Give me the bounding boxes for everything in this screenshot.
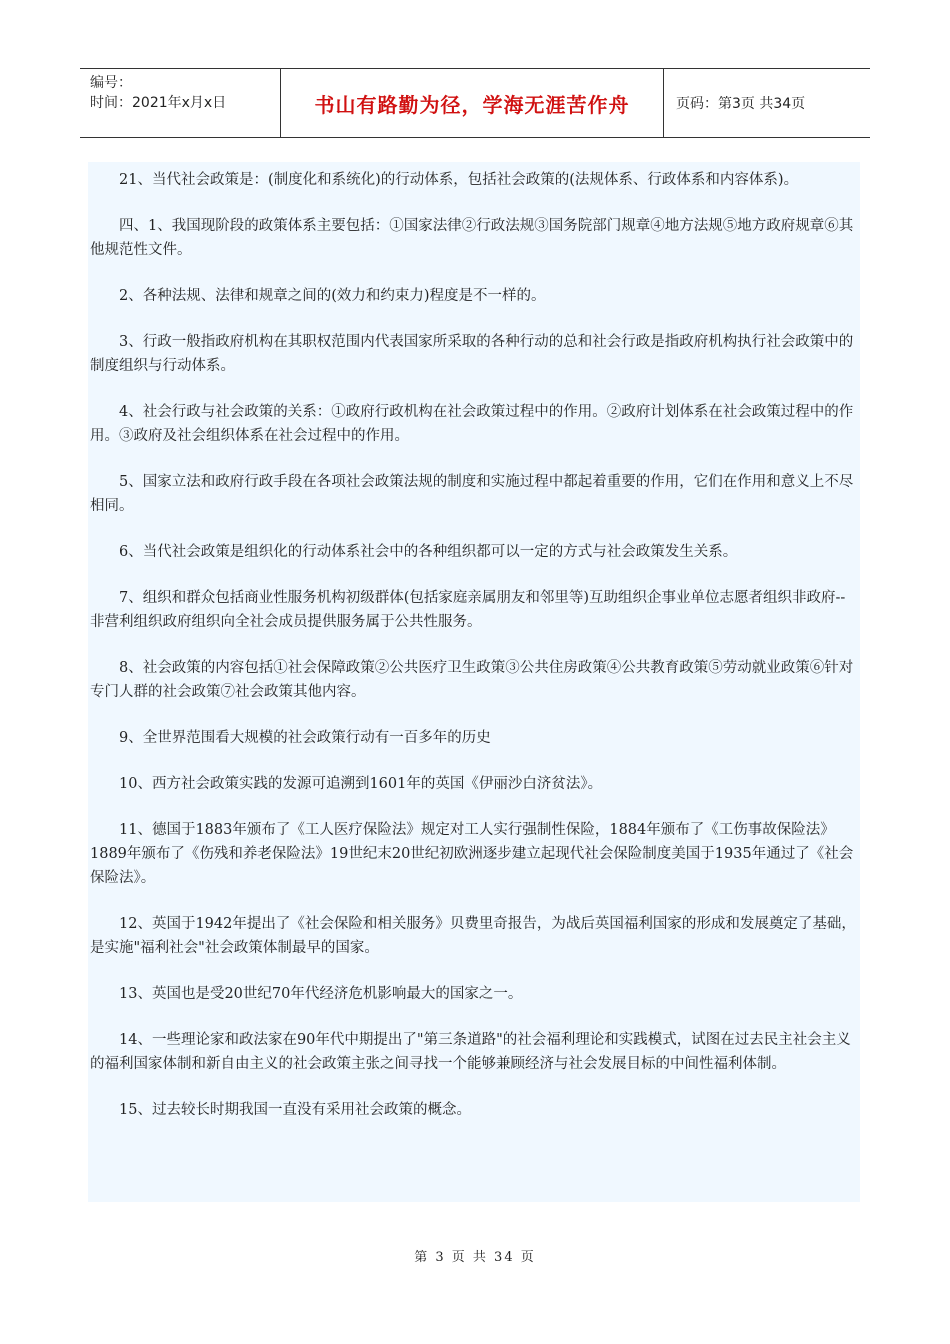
paragraph: 13、英国也是受20世纪70年代经济危机影响最大的国家之一。 (119, 986, 523, 1002)
document-body (88, 162, 860, 1202)
paragraph: 9、全世界范围看大规模的社会政策行动有一百多年的历史 (119, 730, 491, 746)
header-page-info: 页码：第3页 共34页 (676, 96, 806, 112)
paragraph: 15、过去较长时期我国一直没有采用社会政策的概念。 (119, 1102, 471, 1118)
paragraph: 7、组织和群众包括商业性服务机构初级群体(包括家庭亲属朋友和邻里等)互助组织企事业单位志愿者组织非政府--非营利组织政府组织向全社会成员提供服务属于公共性服务。 (90, 590, 846, 630)
paragraph: 14、一些理论家和政法家在90年代中期提出了"第三条道路"的社会福利理论和实践模式，试图在过去民主社会主义的福利国家体制和新自由主义的社会政策主张之间寻找一个能够兼顾经济与社会发展目标的中间性福利体制。 (90, 1032, 851, 1072)
page-footer: 第 3 页 共 34 页 (414, 1250, 536, 1265)
number-label: 编号： (90, 75, 132, 91)
paragraph: 10、西方社会政策实践的发源可追溯到1601年的英国《伊丽沙白济贫法》。 (119, 776, 603, 792)
paragraph: 4、社会行政与社会政策的关系：①政府行政机构在社会政策过程中的作用。②政府计划体系在社会政策过程中的作用。③政府及社会组织体系在社会过程中的作用。 (90, 404, 854, 444)
paragraph: 21、当代社会政策是：(制度化和系统化)的行动体系，包括社会政策的(法规体系、行政体系和内容体系)。 (119, 172, 799, 188)
paragraph: 3、行政一般指政府机构在其职权范围内代表国家所采取的各种行动的总和社会行政是指政府机构执行社会政策中的制度组织与行动体系。 (90, 334, 854, 374)
date-label: 时间：2021年x月x日 (90, 95, 227, 111)
paragraph: 12、英国于1942年提出了《社会保险和相关服务》贝费里奇报告，为战后英国福利国家的形成和发展奠定了基础，是实施"福利社会"社会政策体制最早的国家。 (90, 916, 856, 956)
paragraph: 8、社会政策的内容包括①社会保障政策②公共医疗卫生政策③公共住房政策④公共教育政策⑤劳动就业政策⑥针对专门人群的社会政策⑦社会政策其他内容。 (90, 660, 854, 700)
header-meta (80, 69, 281, 137)
paragraph: 2、各种法规、法律和规章之间的(效力和约束力)程度是不一样的。 (119, 288, 546, 304)
paragraph: 5、国家立法和政府行政手段在各项社会政策法规的制度和实施过程中都起着重要的作用，它们在作用和意义上不尽相同。 (90, 474, 854, 514)
header-motto: 书山有路勤为径，学海无涯苦作舟 (281, 69, 664, 137)
paragraph: 11、德国于1883年颁布了《工人医疗保险法》规定对工人实行强制性保险，1884年颁布了《工伤事故保险法》1889年颁布了《伤残和养老保险法》19世纪末20世纪初欧洲逐步建立起现代社会保险制度美国于1935年通过了《社会保险法》。 (90, 822, 854, 886)
paragraph: 6、当代社会政策是组织化的行动体系社会中的各种组织都可以一定的方式与社会政策发生关系。 (119, 544, 738, 560)
document-header (80, 68, 870, 138)
paragraph: 四、1、我国现阶段的政策体系主要包括：①国家法律②行政法规③国务院部门规章④地方法规⑤地方政府规章⑥其他规范性文件。 (90, 218, 854, 258)
